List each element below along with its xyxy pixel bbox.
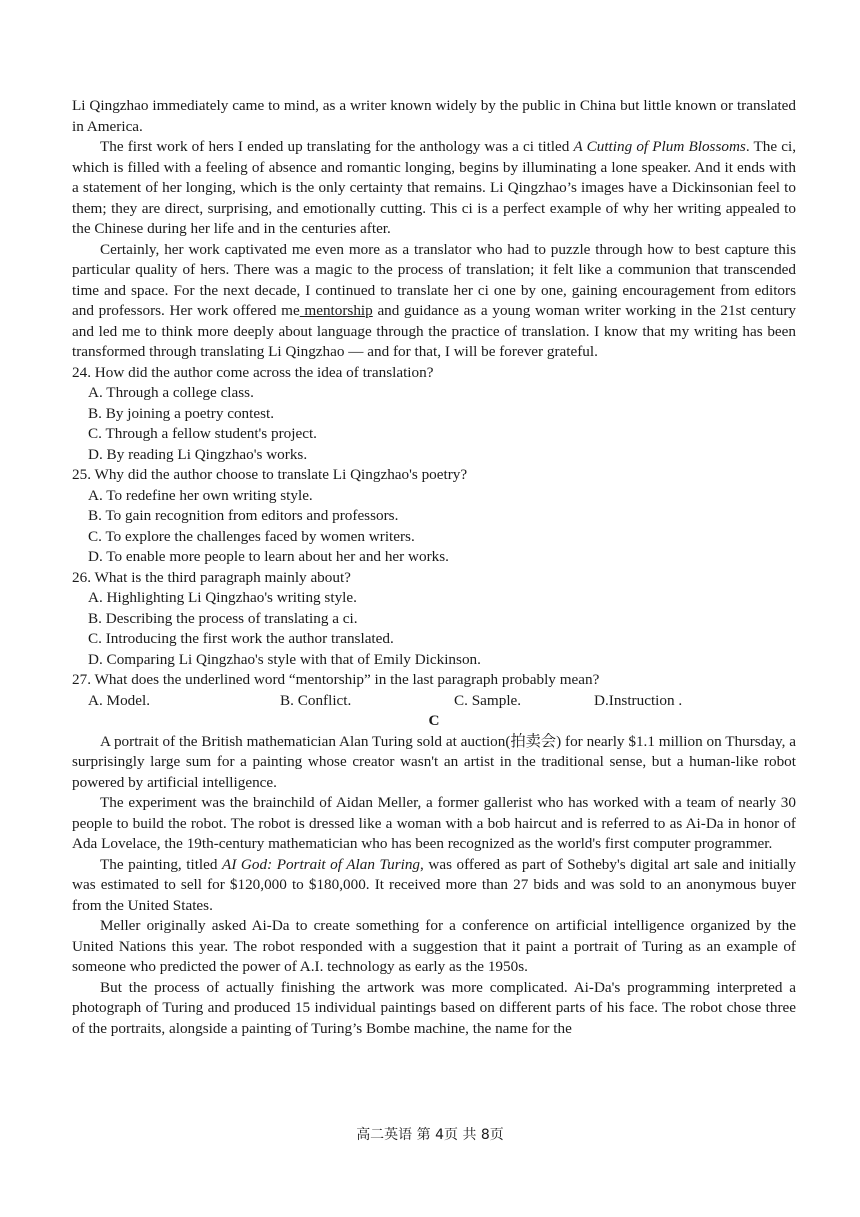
- options-row: [88, 691, 796, 712]
- passage-b-paragraph-1: Li Qingzhao immediately came to mind, as a writer known widely by the public in China but little known or translated in America.: [72, 97, 796, 135]
- passage-c-paragraph-3: The painting, titled AI God: Portrait of Alan Turing, was offered as part of Sotheby's digital art sale and initially was estimated to sell for $120,000 to $180,000. It received more than 27 bids and was sold to an anonymous buyer from the United States.: [72, 855, 796, 914]
- passage-c-paragraph-1: A portrait of the British mathematician Alan Turing sold at auction(拍卖会) for nearly $1.1 million on Thursday, a surprisingly large sum for a painting whose creator wasn't an artist in the traditional sense, but a human-like robot powered by artificial intelligence.: [72, 732, 796, 791]
- question-25: [72, 465, 796, 568]
- option-d: D. Comparing Li Qingzhao's style with that of Emily Dickinson.: [88, 650, 481, 668]
- section-c-heading: C: [428, 712, 440, 729]
- exam-page: [72, 96, 796, 1039]
- option-d: D. To enable more people to learn about her and her works.: [88, 548, 449, 565]
- passage-c-paragraph-4: Meller originally asked Ai-Da to create something for a conference on artificial intelligence organized by the United Nations this year. The robot responded with a suggestion that it paint a portrait of Turing as an example of someone who predicted the power of A.I. technology as early as the 1950s.: [72, 917, 796, 975]
- option-a: A. Model.: [88, 691, 151, 709]
- option-d: D. By reading Li Qingzhao's works.: [88, 445, 308, 463]
- option-c: C. To explore the challenges faced by women writers.: [88, 527, 415, 545]
- passage-b-paragraph-3: Certainly, her work captivated me even more as a translator who had to puzzle through how to best capture this particular quality of hers. There was a magic to the process of translation; it felt like a communion that transcended time and space. For the next decade, I continued to translate her ci one by one, gaining encouragement from editors and professors. Her work offered me mentorship and guidance as a young woman writer working in the 21st century and led me to think more deeply about language through the practice of translation. I know that my writing has been transformed through translating Li Qingzhao — and for that, I will be forever grateful.: [72, 240, 796, 360]
- question-stem: 26. What is the third paragraph mainly about?: [72, 568, 351, 586]
- question-27: [72, 670, 796, 711]
- option-a: A. Through a college class.: [88, 384, 254, 401]
- question-24: [72, 363, 796, 466]
- option-d: D.Instruction .: [594, 691, 683, 709]
- option-b: B. By joining a poetry contest.: [88, 404, 275, 422]
- option-c: C. Sample.: [454, 691, 522, 709]
- question-stem: 24. How did the author come across the idea of translation?: [72, 363, 434, 381]
- passage-c-paragraph-2: The experiment was the brainchild of Aidan Meller, a former gallerist who has worked with a team of nearly 30 people to build the robot. The robot is dressed like a woman with a bob haircut and is referred to as Ai-Da in honor of Ada Lovelace, the 19th-century mathematician who has been recognized as the world's first computer programmer.: [72, 794, 796, 852]
- option-a: A. To redefine her own writing style.: [88, 486, 313, 504]
- passage-b-paragraph-2: The first work of hers I ended up translating for the anthology was a ci titled A Cutting of Plum Blossoms. The ci, which is filled with a feeling of absence and romantic longing, begins by illuminating a lone speaker. And it ends with a statement of her longing, which is the only certainty that remains. Li Qingzhao’s images have a Dickinsonian feel to them; they are direct, surprising, and emotionally cutting. This ci is a perfect example of why her writing appealed to the Chinese during her life and in the centuries after.: [72, 138, 796, 237]
- passage-c-paragraph-5: But the process of actually finishing the artwork was more complicated. Ai-Da's programming interpreted a photograph of Turing and produced 15 individual paintings based on different parts of his face. The robot chose three of the portraits, alongside a painting of Turing’s Bombe machine, the name for the: [72, 978, 796, 1037]
- option-b: B. Conflict.: [280, 691, 352, 709]
- underlined-word-mentorship: mentorship: [299, 302, 373, 319]
- painting-title: AI God: Portrait of Alan Turing: [222, 855, 421, 873]
- option-b: B. To gain recognition from editors and professors.: [88, 507, 399, 524]
- option-c: C. Through a fellow student's project.: [88, 425, 317, 442]
- question-stem: 27. What does the underlined word “mentorship” in the last paragraph probably mean?: [72, 671, 600, 688]
- question-26: [72, 568, 796, 671]
- ci-title: A Cutting of Plum Blossoms: [573, 138, 746, 155]
- option-b: B. Describing the process of translating a ci.: [88, 609, 358, 627]
- page-footer: 高二英语 第 4页 共 8页: [356, 1127, 504, 1143]
- option-c: C. Introducing the first work the author translated.: [88, 630, 394, 647]
- option-a: A. Highlighting Li Qingzhao's writing style.: [88, 589, 357, 606]
- question-stem: 25. Why did the author choose to translate Li Qingzhao's poetry?: [72, 466, 468, 483]
